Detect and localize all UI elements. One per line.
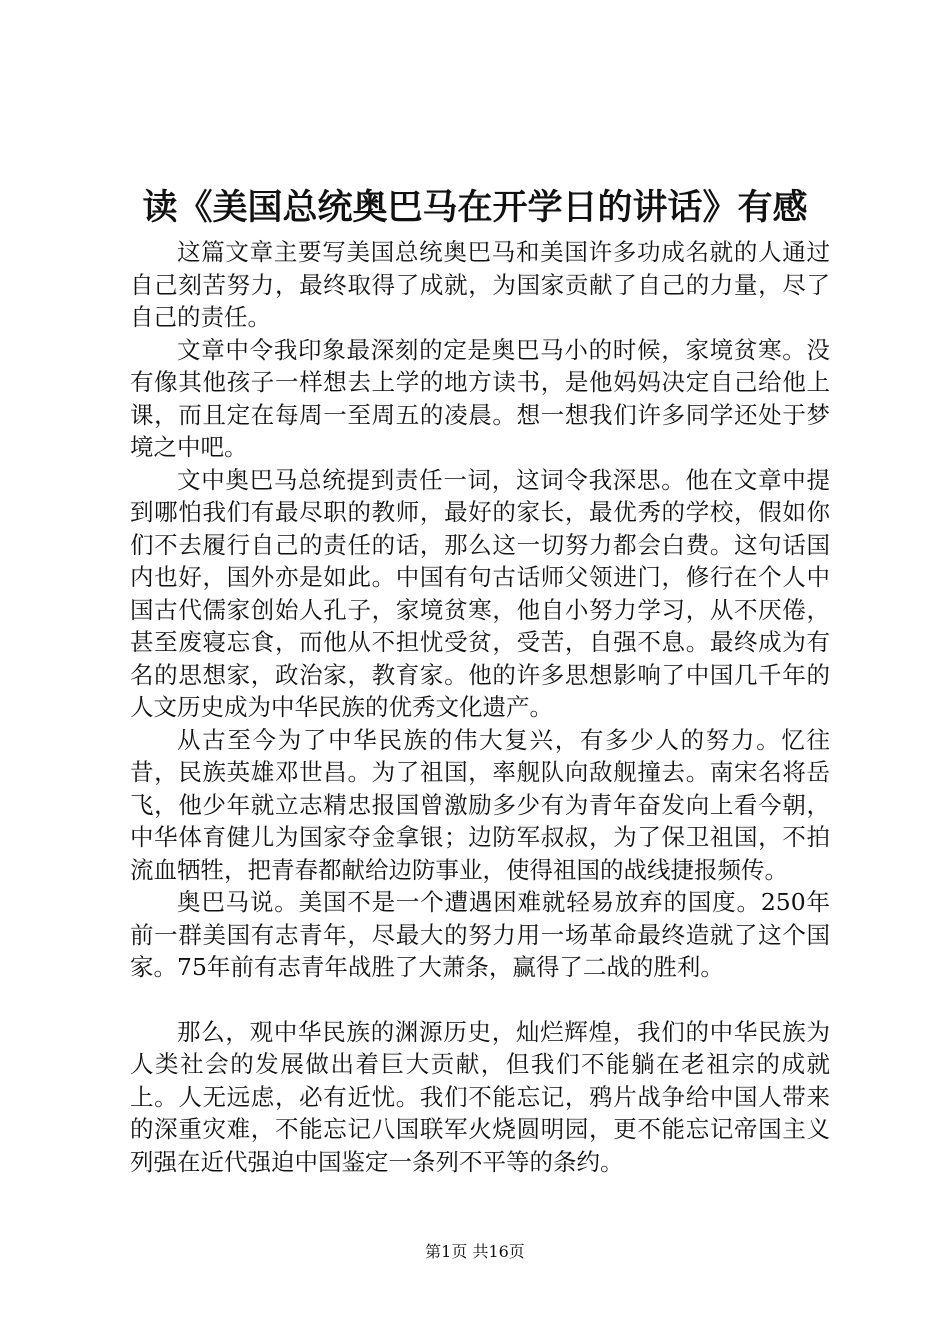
- paragraph-5: 奥巴马说。美国不是一个遭遇困难就轻易放弃的国度。250年前一群美国有志青年，尽最大的努力用一场革命最终造就了这个国家。75年前有志青年战胜了大萧条，赢得了二战的胜利。: [130, 888, 830, 981]
- paragraph-1: 这篇文章主要写美国总统奥巴马和美国许多功成名就的人通过自己刻苦努力，最终取得了成就，为国家贡献了自己的力量，尽了自己的责任。: [130, 238, 830, 331]
- paragraph-2: 文章中令我印象最深刻的定是奥巴马小的时候，家境贫寒。没有像其他孩子一样想去上学的地方读书，是他妈妈决定自己给他上课，而且定在每周一至周五的凌晨。想一想我们许多同学还处于梦境之中吧。: [130, 335, 830, 461]
- document-title: 读《美国总统奥巴马在开学日的讲话》有感: [142, 187, 808, 228]
- page-number-footer: 第1页 共16页: [425, 1242, 525, 1261]
- paragraph-3: 文中奥巴马总统提到责任一词，这词令我深思。他在文章中提到哪怕我们有最尽职的教师，最好的家长，最优秀的学校，假如你们不去履行自己的责任的话，那么这一切努力都会白费。这句话国内也好，国外亦是如此。中国有句古话师父领进门，修行在个人中国古代儒家创始人孔子，家境贫寒，他自小努力学习，从不厌倦，甚至废寝忘食，而他从不担忧受贫，受苦，自强不息。最终成为有名的思想家，政治家，教育家。他的许多思想影响了中国几千年的人文历史成为中华民族的优秀文化遗产。: [130, 465, 830, 721]
- paragraph-4: 从古至今为了中华民族的伟大复兴，有多少人的努力。忆往昔，民族英雄邓世昌。为了祖国，率舰队向敌舰撞去。南宋名将岳飞，他少年就立志精忠报国曾激励多少有为青年奋发向上看今朝，中华体育健儿为国家夺金拿银；边防军叔叔，为了保卫祖国，不拍流血牺牲，把青春都献给边防事业，使得祖国的战线捷报频传。: [130, 725, 830, 884]
- paragraph-6: 那么，观中华民族的渊源历史，灿烂辉煌，我们的中华民族为人类社会的发展做出着巨大贡献，但我们不能躺在老祖宗的成就上。人无远虑，必有近忧。我们不能忘记，鸦片战争给中国人带来的深重灾难，不能忘记八国联军火烧圆明园，更不能忘记帝国主义列强在近代强迫中国鉴定一条列不平等的条约。: [130, 1017, 830, 1176]
- document-body: [130, 236, 830, 1178]
